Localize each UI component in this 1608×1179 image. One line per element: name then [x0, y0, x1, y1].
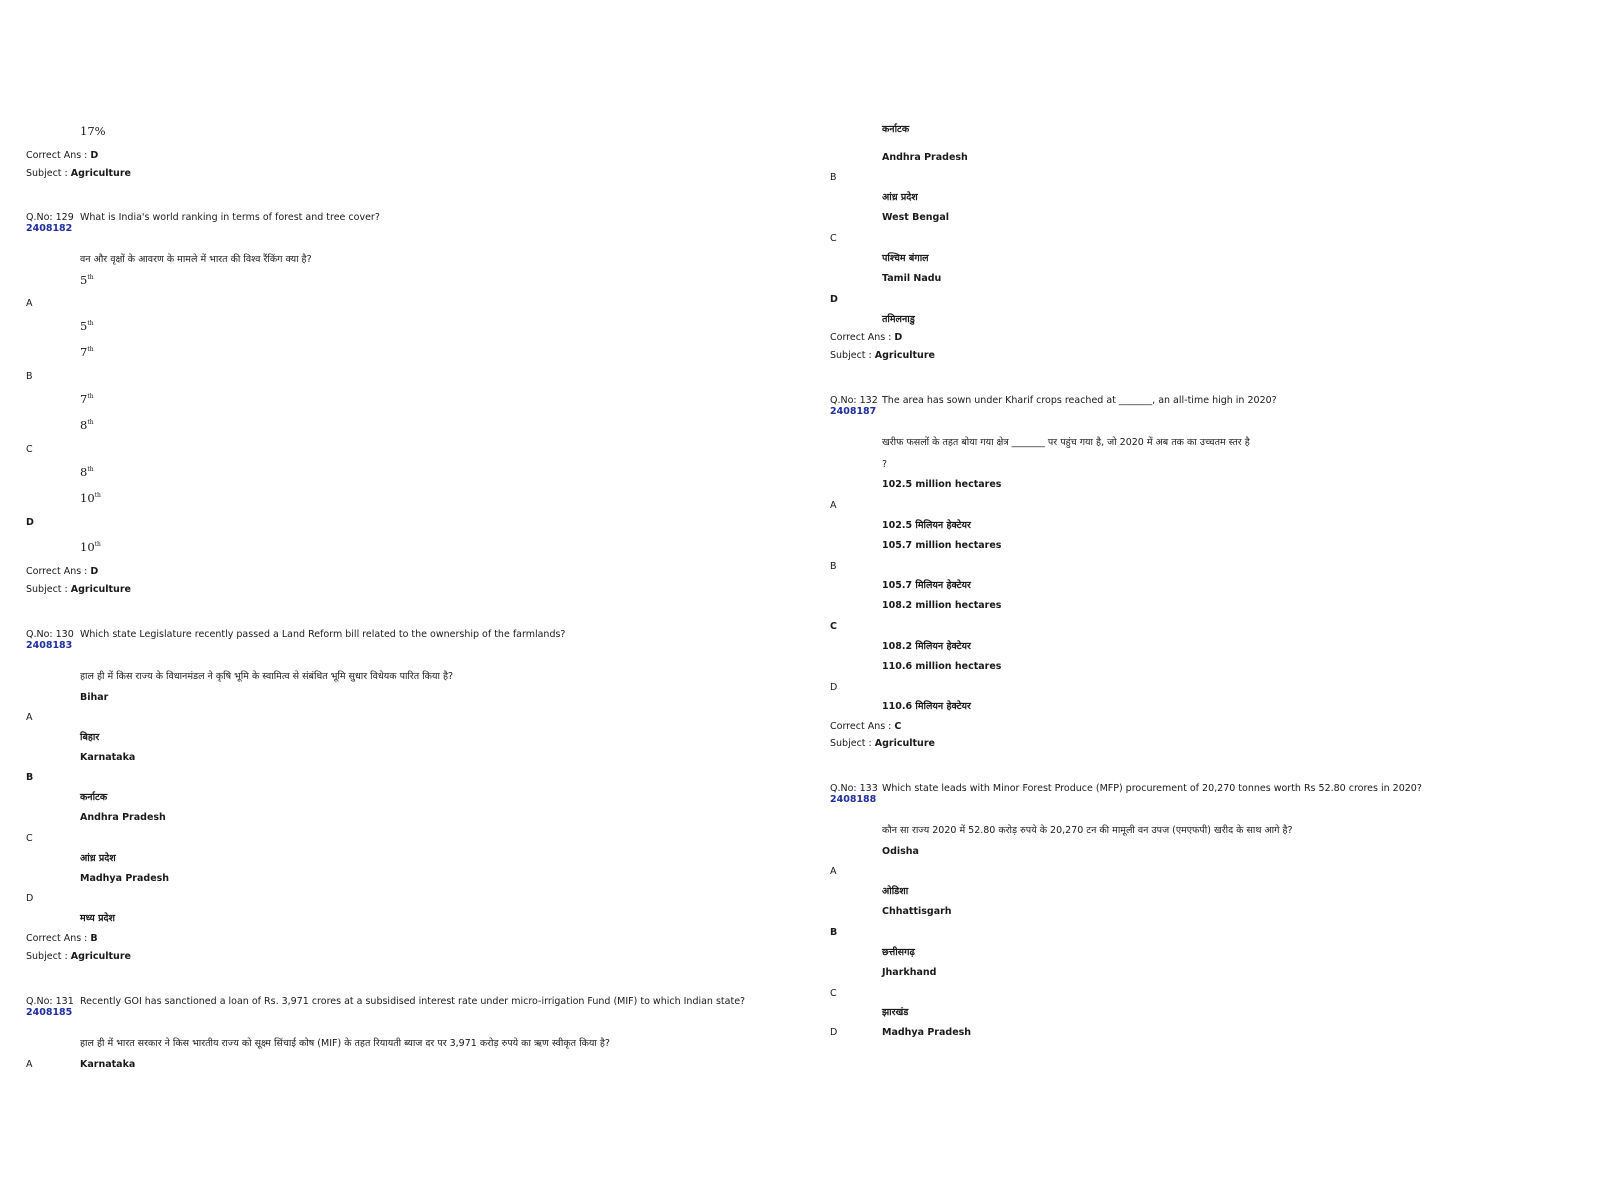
option-a-en: Odisha: [882, 846, 919, 857]
option-b-hi: कर्नाटक: [80, 792, 108, 803]
subject-q129: Subject : Agriculture: [26, 584, 131, 595]
option-letter-a: A: [26, 1059, 33, 1070]
option-letter-b: B: [830, 927, 838, 938]
option-d-en: Tamil Nadu: [882, 273, 942, 284]
question-text-hi-q131: हाल ही में भारत सरकार ने किस भारतीय राज्य को सूक्ष्म सिंचाई कोष (MIF) के तहत रियायती ब्याज दर पर 3,971 करोड़ रुपये का ऋण स्वीकृत किया है?: [80, 1038, 610, 1049]
correct-answer-q129: Correct Ans : D: [26, 566, 99, 577]
question-number-q131: Q.No: 131: [26, 996, 74, 1007]
option-d-hindi-q128: 17%: [80, 124, 106, 138]
question-number-q133: Q.No: 133: [830, 783, 878, 794]
option-d-en: 10th: [80, 491, 101, 505]
question-text-en-q131: Recently GOI has sanctioned a loan of Rs. 3,971 crores at a subsidised interest rate under micro-irrigation Fund (MIF) to which Indian state?: [80, 996, 746, 1007]
question-text-en-q130: Which state Legislature recently passed a Land Reform bill related to the ownership of the farmlands?: [80, 629, 566, 640]
option-letter-b: B: [26, 371, 33, 382]
option-c-hi: आंध्र प्रदेश: [80, 853, 116, 864]
option-b-hi: 7th: [80, 392, 94, 406]
option-letter-a: A: [830, 500, 837, 511]
option-letter-b: B: [830, 172, 837, 183]
option-a-en: 102.5 million hectares: [882, 479, 1002, 490]
option-c-hi: पश्चिम बंगाल: [882, 253, 929, 264]
option-letter-d: D: [830, 682, 838, 693]
option-letter-a: A: [26, 712, 33, 723]
option-a-hi: बिहार: [80, 732, 100, 743]
left-column: [0, 0, 790, 1179]
option-b-en: Chhattisgarh: [882, 906, 952, 917]
option-letter-c: C: [830, 621, 837, 632]
option-c-en: West Bengal: [882, 212, 950, 223]
subject-q128: Subject : Agriculture: [26, 168, 131, 179]
subject-q132: Subject : Agriculture: [830, 738, 935, 749]
question-number-q129: Q.No: 129: [26, 212, 74, 223]
question-text-hi-q132: खरीफ फसलों के तहत बोया गया क्षेत्र _______ पर पहुंच गया है, जो 2020 में अब तक का उच्चतम स्तर है: [882, 437, 1250, 448]
option-d-en: Madhya Pradesh: [80, 873, 170, 884]
option-b-en: Andhra Pradesh: [882, 152, 968, 163]
question-text-hi-tail-q132: ?: [882, 459, 888, 470]
question-code-q130: 2408183: [26, 640, 73, 651]
option-a-en: Karnataka: [80, 1059, 136, 1070]
option-letter-a: A: [26, 298, 33, 309]
option-d-hi: तमिलनाडु: [882, 314, 915, 325]
correct-answer-q130: Correct Ans : B: [26, 933, 98, 944]
option-c-hi: 8th: [80, 465, 94, 479]
option-letter-d: D: [26, 893, 34, 904]
subject-q130: Subject : Agriculture: [26, 951, 131, 962]
option-letter-c: C: [830, 988, 837, 999]
option-a-hi: 5th: [80, 319, 94, 333]
question-number-q130: Q.No: 130: [26, 629, 74, 640]
correct-answer-q132: Correct Ans : C: [830, 721, 902, 732]
option-d-en: Madhya Pradesh: [882, 1027, 972, 1038]
option-b-en: Karnataka: [80, 752, 136, 763]
option-letter-a: A: [830, 866, 837, 877]
option-letter-d: D: [26, 517, 34, 528]
option-a-hi: कर्नाटक: [882, 124, 910, 135]
question-text-en-q129: What is India's world ranking in terms of forest and tree cover?: [80, 212, 380, 223]
question-code-q129: 2408182: [26, 223, 73, 234]
option-letter-b: B: [26, 772, 34, 783]
option-b-hi: आंध्र प्रदेश: [882, 192, 918, 203]
question-code-q131: 2408185: [26, 1007, 73, 1018]
question-text-hi-q133: कौन सा राज्य 2020 में 52.80 करोड़ रुपये के 20,270 टन की मामूली वन उपज (एमएफपी) खरीद के साथ आगे है?: [882, 825, 1293, 836]
option-letter-c: C: [830, 233, 837, 244]
option-d-hi: मध्य प्रदेश: [80, 913, 115, 924]
option-d-hi: 110.6 मिलियन हेक्टेयर: [882, 701, 971, 712]
option-c-en: Andhra Pradesh: [80, 812, 166, 823]
question-text-en-q132: The area has sown under Kharif crops reached at _______, an all-time high in 2020?: [882, 395, 1277, 406]
option-letter-d: D: [830, 1027, 838, 1038]
question-code-q132: 2408187: [830, 406, 877, 417]
correct-answer-q131: Correct Ans : D: [830, 332, 903, 343]
option-b-en: 7th: [80, 345, 94, 359]
option-c-hi: झारखंड: [882, 1007, 909, 1018]
option-letter-c: C: [26, 833, 33, 844]
correct-answer-q128: Correct Ans : D: [26, 150, 99, 161]
option-letter-c: C: [26, 444, 33, 455]
right-column: [830, 0, 1608, 1179]
option-d-hi: 10th: [80, 540, 101, 554]
option-letter-b: B: [830, 561, 837, 572]
question-text-en-q133: Which state leads with Minor Forest Produce (MFP) procurement of 20,270 tonnes worth Rs 52.80 crores in 2020?: [882, 783, 1422, 794]
option-b-hi: छत्तीसगढ़: [882, 947, 915, 958]
option-c-en: 108.2 million hectares: [882, 600, 1002, 611]
subject-q131: Subject : Agriculture: [830, 350, 935, 361]
option-c-en: Jharkhand: [882, 967, 937, 978]
question-text-hi-q129: वन और वृक्षों के आवरण के मामले में भारत की विश्व रैंकिंग क्या है?: [80, 254, 312, 265]
option-c-hi: 108.2 मिलियन हेक्टेयर: [882, 641, 971, 652]
option-letter-d: D: [830, 294, 838, 305]
option-b-hi: 105.7 मिलियन हेक्टेयर: [882, 580, 971, 591]
question-code-q133: 2408188: [830, 794, 877, 805]
option-d-en: 110.6 million hectares: [882, 661, 1002, 672]
option-c-en: 8th: [80, 418, 94, 432]
option-a-hi: 102.5 मिलियन हेक्टेयर: [882, 520, 971, 531]
option-a-en: Bihar: [80, 692, 109, 703]
question-text-hi-q130: हाल ही में किस राज्य के विधानमंडल ने कृषि भूमि के स्वामित्व से संबंधित भूमि सुधार विधेयक पारित किया है?: [80, 671, 454, 682]
option-a-hi: ओडिशा: [882, 886, 909, 897]
option-a-en: 5th: [80, 273, 94, 287]
question-number-q132: Q.No: 132: [830, 395, 878, 406]
option-b-en: 105.7 million hectares: [882, 540, 1002, 551]
